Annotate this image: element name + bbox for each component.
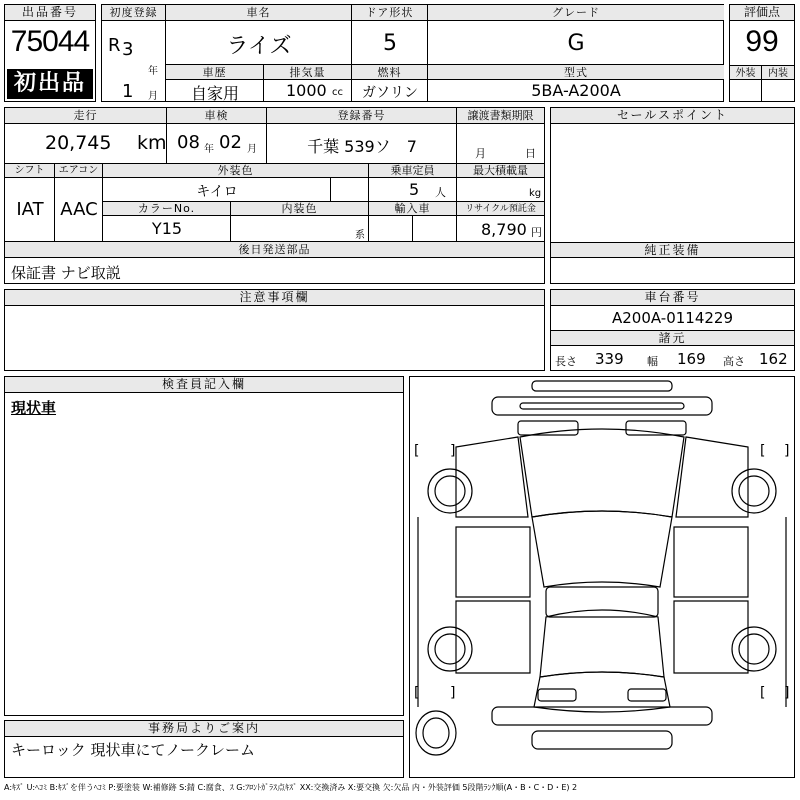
ext-color-value: キイロ: [196, 184, 238, 200]
color-no-label: カラーNo.: [103, 202, 231, 216]
transfer-day-unit: 日: [525, 147, 536, 160]
length-label: 長さ: [555, 355, 577, 368]
history-value: 自家用: [190, 84, 239, 103]
inspection-year-unit: 年: [204, 144, 214, 155]
grade-label: グレード: [428, 5, 724, 21]
first-reg-month-unit: 月: [148, 91, 158, 102]
inspector-value: 現状車: [11, 399, 57, 417]
chassis-box: [550, 289, 795, 371]
notes-box: [4, 289, 545, 371]
top-table: [101, 4, 724, 102]
length-value: 339: [595, 350, 624, 368]
height-label: 高さ: [723, 355, 745, 368]
inspection-month-unit: 月: [247, 144, 257, 155]
score-block: [729, 4, 795, 102]
genuine-label: 純正装備: [551, 242, 794, 258]
chassis-label: 車台番号: [551, 290, 794, 306]
shift-label: シフト: [5, 164, 55, 178]
sales-point-box: [550, 107, 795, 284]
reg-number-label: 登録番号: [267, 108, 457, 124]
recycle-label: リサイクル預託金: [457, 202, 544, 216]
mileage-label: 走行: [5, 108, 167, 124]
recycle-value: 8,790: [481, 220, 527, 239]
height-value: 162: [759, 350, 788, 368]
inspection-month: 02: [219, 132, 242, 153]
svg-text:]: ]: [784, 685, 790, 701]
interior-label: 内装: [762, 65, 794, 80]
svg-text:[: [: [414, 443, 420, 459]
model-value: 5BA-A200A: [531, 81, 621, 100]
first-reg-month: 1: [122, 81, 134, 102]
aircon-value: AAC: [60, 199, 98, 220]
svg-text:]: ]: [450, 685, 456, 701]
chassis-value: A200A-0114229: [611, 309, 734, 327]
recycle-unit: 円: [531, 226, 542, 239]
fuel-label: 燃料: [352, 65, 428, 80]
inspection-year: 08: [177, 132, 200, 153]
door-label: ドア形状: [352, 5, 428, 21]
svg-text:]: ]: [450, 443, 456, 459]
capacity-label: 乗車定員: [369, 164, 457, 178]
first-reg-era: R: [108, 35, 121, 56]
office-label: 事務局よりご案内: [5, 721, 403, 737]
score-label: 評価点: [730, 5, 794, 21]
inspection-label: 車検: [167, 108, 267, 124]
model-label: 型式: [428, 65, 724, 80]
inspector-label: 検査員記入欄: [5, 377, 403, 393]
car-name-value: ライズ: [226, 34, 292, 59]
mileage-value: 20,745: [45, 132, 112, 154]
first-listing-badge: 初出品: [7, 69, 93, 99]
sales-point-label: セールスポイント: [551, 108, 794, 124]
int-color-unit: 系: [355, 230, 365, 241]
svg-text:[: [: [760, 443, 766, 459]
import-label: 輸入車: [369, 202, 457, 216]
max-load-unit: kg: [529, 188, 542, 199]
aircon-label: エアコン: [55, 164, 103, 178]
first-reg-label: 初度登録: [102, 5, 166, 21]
lot-number: 75044: [10, 25, 90, 58]
width-label: 幅: [647, 355, 658, 368]
score-value: 99: [745, 25, 779, 58]
damage-legend: A:ｷｽﾞ U:ﾍｺﾐ B:ｷｽﾞを伴うﾍｺﾐ P:要塗装 W:補修跡 S:錆 C:腐食、ｽ G:ﾌﾛﾝﾄｶﾞﾗｽ点ｷｽﾞ XX:交換済み X:要交換 欠:欠品 内・外装評価 5段階ﾗﾝｸ順(A・B・C・D・E) 2: [4, 783, 578, 792]
car-diagram: [409, 376, 795, 778]
notes-label: 注意事項欄: [5, 290, 544, 306]
capacity-value: 5: [409, 180, 420, 199]
history-label: 車歴: [166, 65, 264, 80]
specs-label: 諸元: [551, 330, 794, 346]
door-value: 5: [383, 31, 397, 56]
later-parts-label: 後日発送部品: [5, 242, 544, 258]
svg-text:]: ]: [784, 443, 790, 459]
exterior-label: 外装: [730, 65, 762, 80]
svg-text:[: [: [760, 685, 766, 701]
transfer-month-unit: 月: [475, 147, 486, 160]
ext-color-label: 外装色: [103, 164, 369, 178]
shift-value: IAT: [16, 199, 44, 220]
office-box: [4, 720, 404, 778]
capacity-unit: 人: [435, 186, 446, 199]
first-reg-year: 3: [122, 39, 134, 60]
displacement-value: 1000: [286, 81, 327, 100]
int-color-label: 内装色: [231, 202, 369, 216]
reg-number-value: 千葉 539ソ 7: [307, 137, 417, 156]
grade-value: G: [567, 31, 585, 56]
spec-table: [4, 107, 545, 284]
car-name-label: 車名: [166, 5, 352, 21]
color-no-value: Y15: [151, 219, 183, 238]
fuel-value: ガソリン: [362, 85, 418, 101]
lot-label: 出品番号: [5, 5, 95, 21]
inspector-box: [4, 376, 404, 716]
displacement-unit: cc: [332, 87, 343, 98]
width-value: 169: [677, 350, 706, 368]
car-outline-diagram: [410, 377, 794, 777]
first-reg-year-unit: 年: [148, 66, 158, 77]
svg-text:[: [: [414, 685, 420, 701]
later-parts-value: 保証書 ナビ取説: [11, 264, 121, 282]
max-load-label: 最大積載量: [457, 164, 544, 178]
lot-block: [4, 4, 96, 102]
displacement-label: 排気量: [264, 65, 352, 80]
mileage-unit: km: [137, 132, 167, 154]
office-value: キーロック 現状車にてノークレーム: [11, 741, 256, 759]
transfer-doc-label: 譲渡書類期限: [457, 108, 544, 124]
